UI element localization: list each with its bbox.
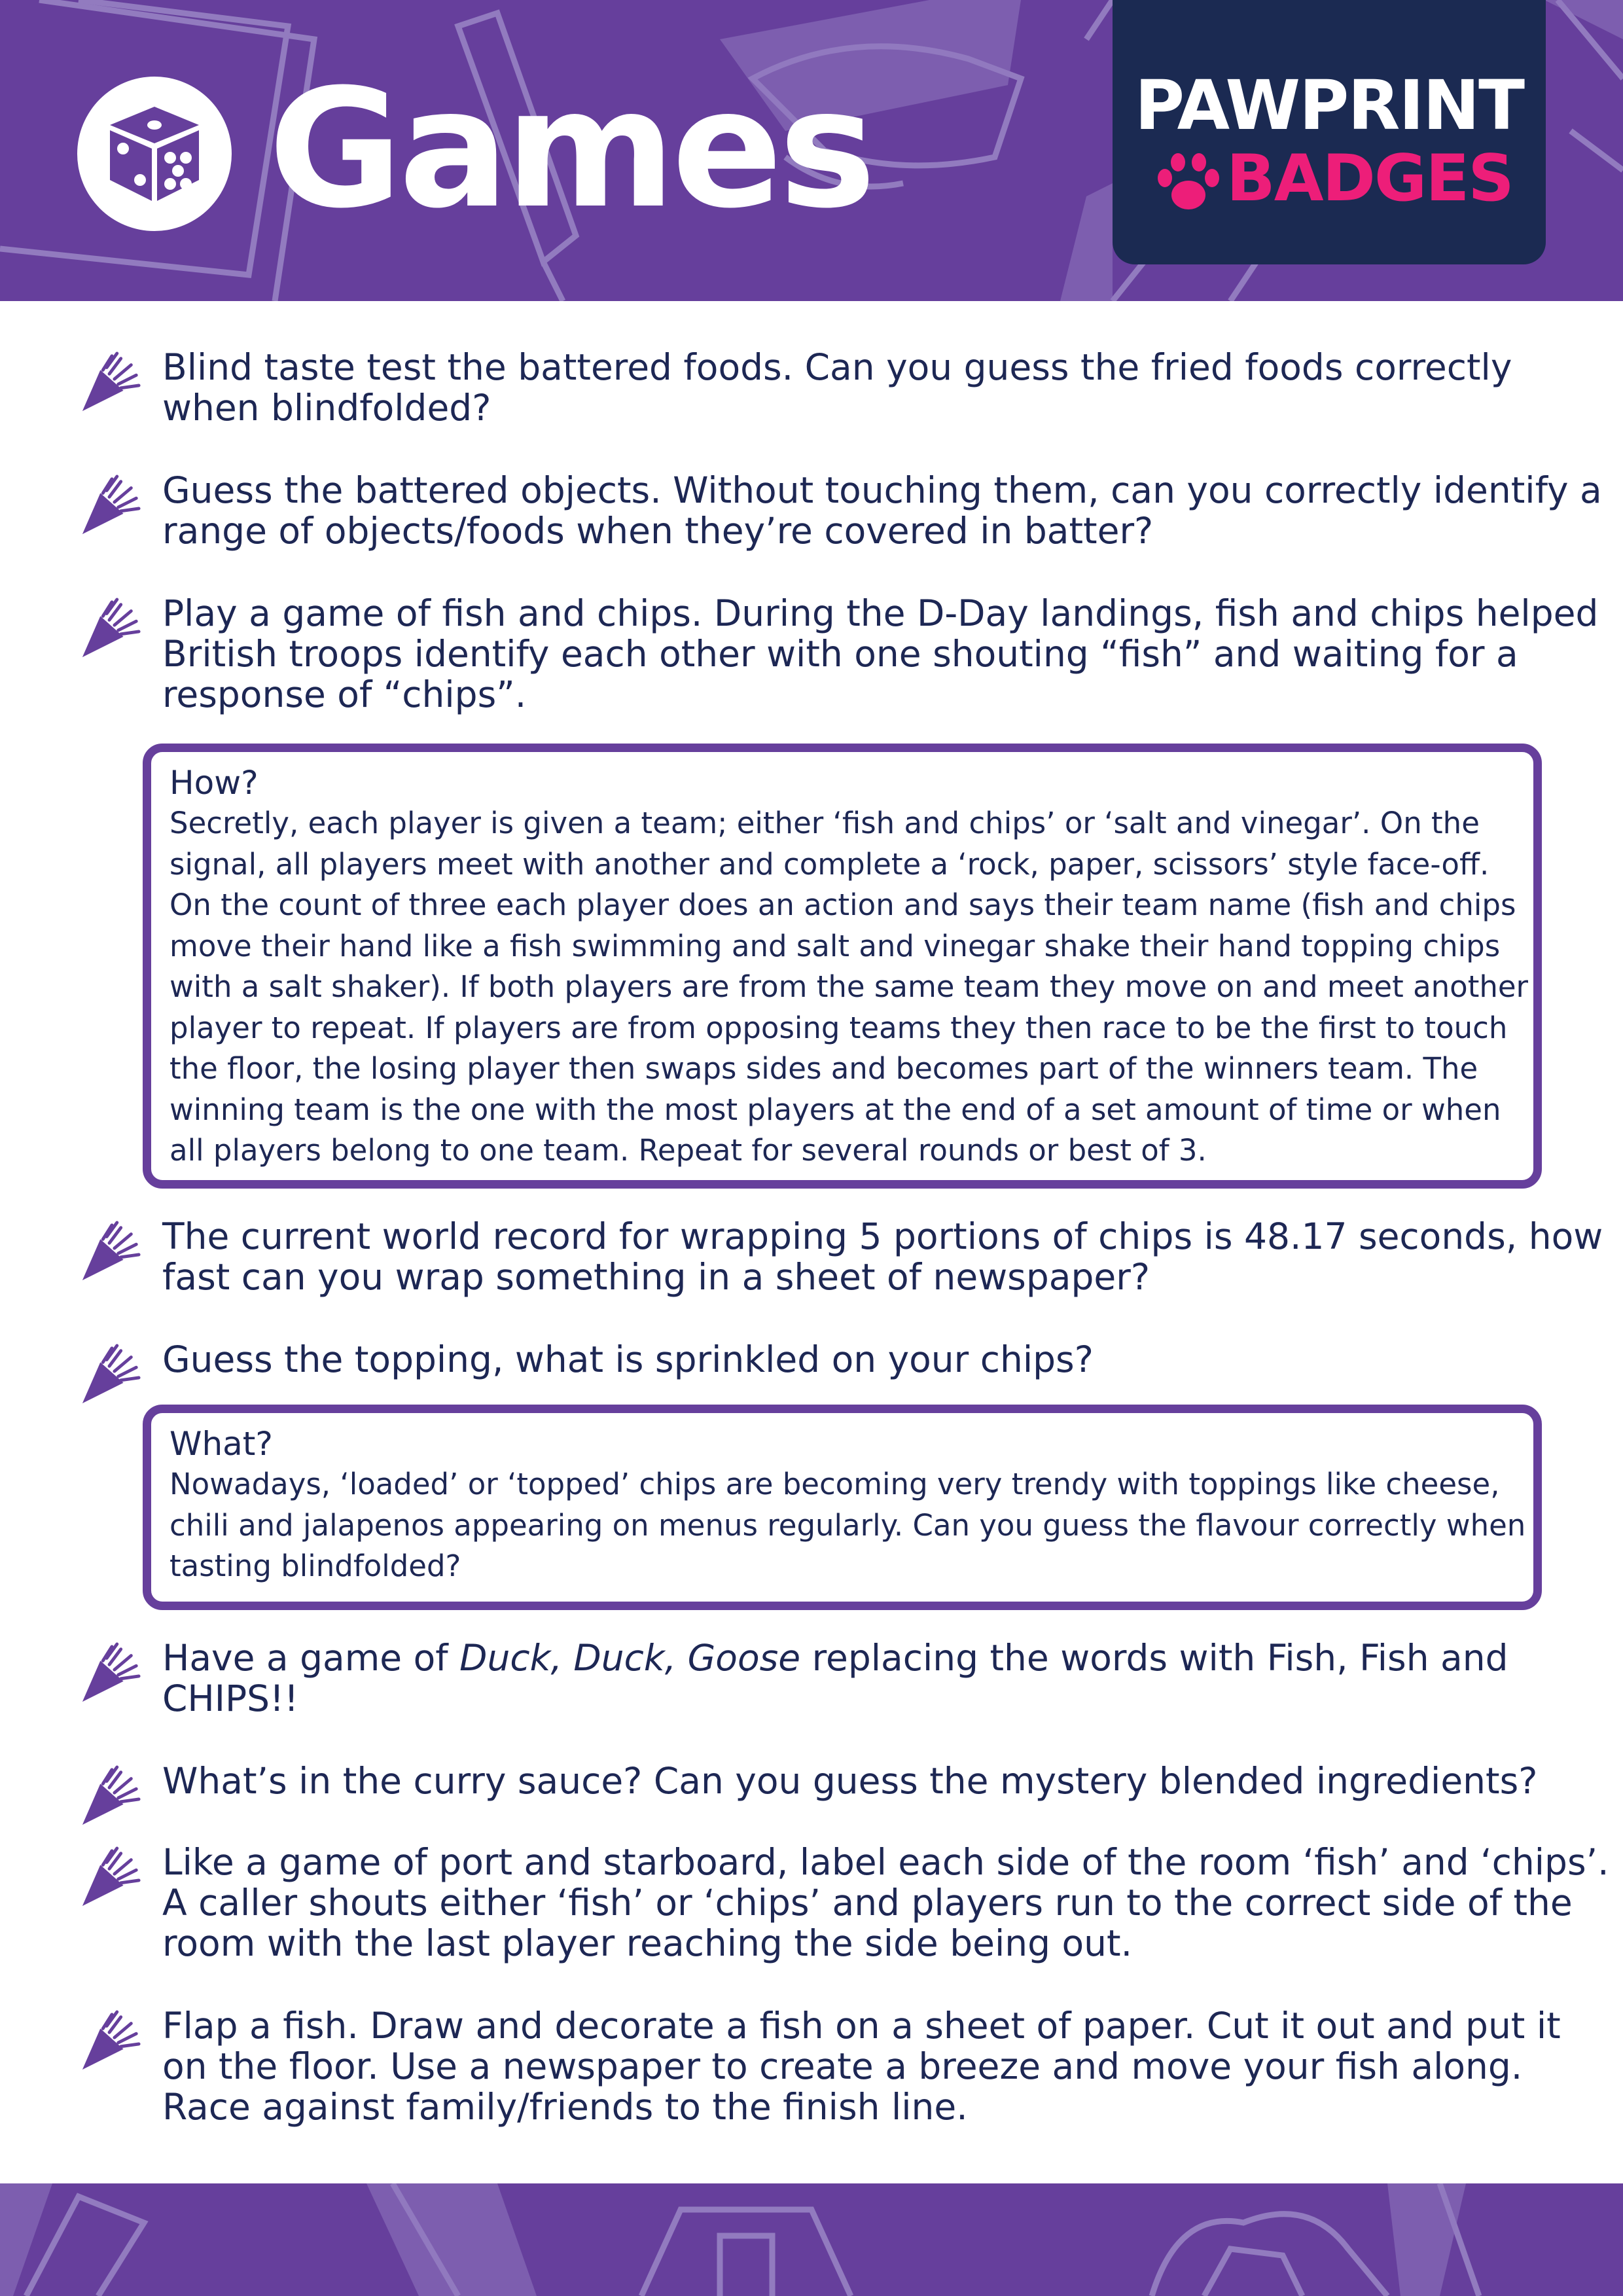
- list-item: [79, 469, 1602, 562]
- chips-cone-icon: [79, 597, 143, 661]
- logo-badges-text: BADGES: [1226, 141, 1513, 216]
- what-info-box: [143, 1405, 1542, 1610]
- list-item-text-after: replacing the words with Fish, Fish and CHIPS!!: [162, 1637, 1508, 1719]
- header-banner: [0, 0, 1623, 301]
- logo-wordmark-bottom: [1156, 143, 1522, 215]
- how-info-box: [143, 744, 1542, 1189]
- list-item-text-italic: Duck, Duck, Goose: [459, 1637, 801, 1679]
- list-item: [79, 592, 1599, 724]
- footer-background-art: [0, 2183, 1623, 2296]
- page-title: Games: [268, 54, 872, 244]
- list-item-text: [162, 1638, 1615, 1719]
- logo-wordmark-top: PAWPRINT: [1134, 65, 1524, 145]
- how-box-heading: How?: [169, 764, 259, 802]
- dice-badge: [77, 77, 232, 231]
- pawprint-badges-logo: [1113, 0, 1546, 264]
- list-item-text: The current world record for wrapping 5 portions of chips is 48.17 seconds, how fast can you wrap something in a sheet of newspaper?: [162, 1215, 1603, 1298]
- list-item-text: Flap a fish. Draw and decorate a fish on a sheet of paper. Cut it out and put it on the floor. Use a newspaper to create a breeze and move your fish along. Race against family/friends to the finish line.: [162, 2005, 1561, 2128]
- games-list: [0, 301, 1623, 2183]
- list-item-text: Play a game of fish and chips. During the D-Day landings, fish and chips helped British troops identify each other with one shouting “fish” and waiting for a response of “chips”.: [162, 592, 1599, 715]
- list-item-text: What’s in the curry sauce? Can you guess the mystery blended ingredients?: [162, 1760, 1538, 1802]
- paw-icon: [1156, 152, 1221, 212]
- list-item: [79, 1638, 1544, 1729]
- chips-cone-icon: [79, 1765, 143, 1829]
- list-item: [79, 1841, 1609, 1973]
- list-item: [79, 1761, 1544, 1813]
- chips-cone-icon: [79, 2009, 143, 2073]
- what-box-heading: What?: [169, 1425, 273, 1463]
- list-item-text-before: Have a game of: [162, 1637, 460, 1679]
- list-item: [79, 1215, 1603, 1308]
- chips-cone-icon: [79, 1220, 143, 1284]
- chips-cone-icon: [79, 474, 143, 538]
- how-box-body: Secretly, each player is given a team; either ‘fish and chips’ or ‘salt and vinegar’. On the signal, all players meet with another and complete a ‘rock, paper, scissors’ style face-off. On the count of three each player does an action and says their team name (fish and chips move their hand like a fish swimming and salt and vinegar shake their hand topping chips with a salt shaker). If both players are from the same team they move on and meet another player to repeat. If players are from opposing teams they then race to be the first to touch the floor, the losing player then swaps sides and becomes part of the winners team. The winning team is the one with the most players at the end of a set amount of time or when all players belong to one team. Repeat for several rounds or best of 3.: [169, 806, 1529, 1168]
- dice-icon: [102, 101, 207, 206]
- list-item: [79, 1339, 1544, 1391]
- what-box-body: Nowadays, ‘loaded’ or ‘topped’ chips are becoming very trendy with toppings like cheese, chili and jalapenos appearing on menus regularly. Can you guess the flavour correctly when tasting blindfolded?: [169, 1467, 1526, 1583]
- chips-cone-icon: [79, 1846, 143, 1910]
- list-item-text: Blind taste test the battered foods. Can you guess the fried foods correctly when blindfolded?: [162, 346, 1512, 429]
- list-item-text: Like a game of port and starboard, label each side of the room ‘fish’ and ‘chips’. A caller shouts either ‘fish’ or ‘chips’ and players run to the correct side of the room with the last player reaching the side being out.: [162, 1841, 1609, 1964]
- list-item-text: Guess the battered objects. Without touching them, can you correctly identify a range of objects/foods when they’re covered in batter?: [162, 469, 1602, 552]
- list-item: [79, 2005, 1561, 2136]
- footer-banner: [0, 2183, 1623, 2296]
- list-item: [79, 347, 1544, 439]
- chips-cone-icon: [79, 351, 143, 415]
- chips-cone-icon: [79, 1343, 143, 1407]
- list-item-text: Guess the topping, what is sprinkled on your chips?: [162, 1338, 1094, 1380]
- chips-cone-icon: [79, 1641, 143, 1706]
